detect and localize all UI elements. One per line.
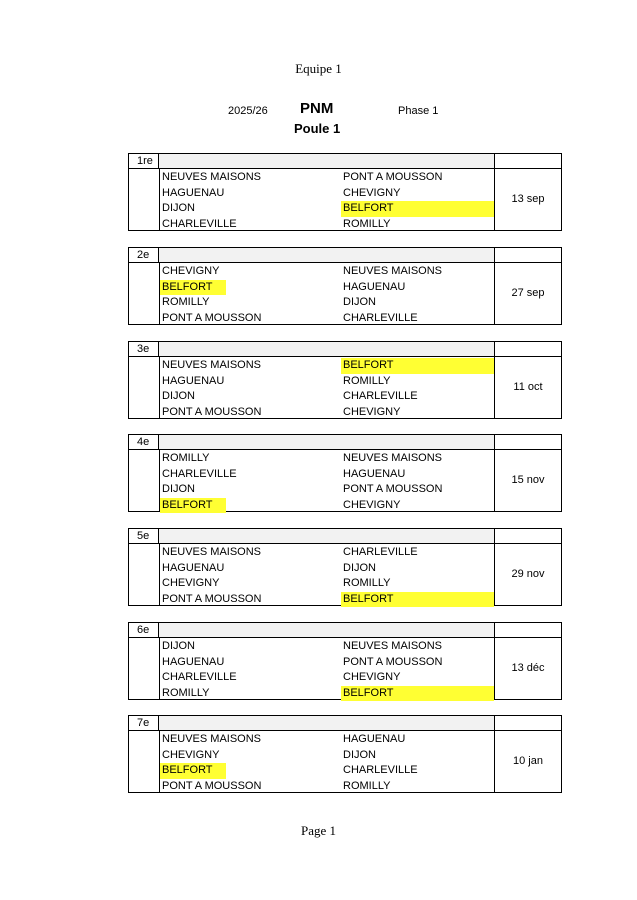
home-team: PONT A MOUSSON — [162, 779, 262, 792]
round-matches — [128, 356, 562, 419]
away-team: DIJON — [343, 296, 376, 308]
away-team: CHEVIGNY — [343, 671, 401, 683]
home-team: PONT A MOUSSON — [162, 405, 262, 418]
home-team: CHARLEVILLE — [162, 217, 237, 230]
round-date: 29 nov — [511, 568, 545, 580]
home-team: ROMILLY — [162, 296, 210, 308]
home-team: NEUVES MAISONS — [162, 546, 262, 558]
away-team: CHEVIGNY — [343, 498, 401, 511]
header-date-cell — [495, 435, 561, 449]
round-header — [128, 715, 562, 731]
poule-title: Poule 1 — [294, 121, 341, 136]
team-title: Equipe 1 — [295, 61, 342, 76]
round-label: 2e — [129, 248, 159, 262]
round-header — [128, 622, 562, 638]
home-team: CHEVIGNY — [162, 265, 220, 277]
league-title: PNM — [300, 100, 334, 117]
header-date-cell — [495, 154, 561, 168]
away-team: ROMILLY — [343, 374, 391, 387]
round-label: 5e — [129, 529, 159, 543]
home-team: BELFORT — [160, 763, 226, 779]
round-date: 11 oct — [513, 381, 543, 393]
away-team: HAGUENAU — [343, 733, 406, 745]
round-block — [128, 528, 562, 606]
home-team: BELFORT — [160, 498, 226, 514]
away-team: ROMILLY — [343, 779, 391, 792]
away-team: ROMILLY — [343, 217, 391, 230]
round-date: 13 sep — [511, 193, 545, 205]
page-number: Page 1 — [300, 823, 337, 838]
home-team: NEUVES MAISONS — [162, 733, 262, 745]
round-label: 1re — [129, 154, 159, 168]
away-team: CHEVIGNY — [343, 186, 401, 199]
away-team: NEUVES MAISONS — [343, 640, 443, 652]
round-matches — [128, 168, 562, 231]
home-team: DIJON — [162, 640, 195, 652]
header-date-cell — [495, 248, 561, 262]
away-team: BELFORT — [341, 592, 494, 608]
round-matches — [128, 543, 562, 606]
home-team: DIJON — [162, 483, 195, 495]
away-team: CHARLEVILLE — [343, 390, 418, 402]
away-team: ROMILLY — [343, 577, 391, 589]
round-label: 7e — [129, 716, 159, 730]
away-team: PONT A MOUSSON — [343, 655, 443, 668]
away-team: NEUVES MAISONS — [343, 265, 443, 277]
home-team: HAGUENAU — [162, 186, 225, 199]
away-team: CHARLEVILLE — [343, 546, 418, 558]
season-label: 2025/26 — [228, 105, 268, 117]
header-date-cell — [495, 623, 561, 637]
home-team: NEUVES MAISONS — [162, 171, 262, 183]
home-team: BELFORT — [160, 280, 226, 296]
round-block — [128, 341, 562, 419]
home-team: CHARLEVILLE — [162, 671, 237, 683]
home-team: PONT A MOUSSON — [162, 311, 262, 324]
round-header — [128, 153, 562, 169]
away-team: CHARLEVILLE — [343, 311, 418, 324]
round-date: 10 jan — [513, 755, 543, 767]
home-team: CHEVIGNY — [162, 577, 220, 589]
round-matches — [128, 730, 562, 793]
home-team: HAGUENAU — [162, 374, 225, 387]
round-block — [128, 622, 562, 700]
round-header — [128, 341, 562, 357]
home-team: DIJON — [162, 390, 195, 402]
phase-label: Phase 1 — [398, 105, 439, 117]
round-block — [128, 247, 562, 325]
away-team: DIJON — [343, 561, 376, 574]
round-header — [128, 434, 562, 450]
round-date: 15 nov — [511, 474, 545, 486]
away-team: BELFORT — [341, 358, 494, 374]
round-block — [128, 715, 562, 793]
away-team: PONT A MOUSSON — [343, 483, 443, 495]
away-team: CHARLEVILLE — [343, 764, 418, 776]
home-team: ROMILLY — [162, 686, 210, 699]
away-team: HAGUENAU — [343, 467, 406, 480]
round-matches — [128, 262, 562, 325]
home-team: NEUVES MAISONS — [162, 359, 262, 371]
away-team: HAGUENAU — [343, 280, 406, 293]
header-date-cell — [495, 529, 561, 543]
home-team: HAGUENAU — [162, 561, 225, 574]
round-matches — [128, 637, 562, 700]
home-team: CHARLEVILLE — [162, 467, 237, 480]
round-label: 6e — [129, 623, 159, 637]
round-date: 27 sep — [511, 287, 545, 299]
round-label: 4e — [129, 435, 159, 449]
home-team: HAGUENAU — [162, 655, 225, 668]
home-team: CHEVIGNY — [162, 748, 220, 761]
away-team: CHEVIGNY — [343, 405, 401, 418]
home-team: PONT A MOUSSON — [162, 592, 262, 605]
away-team: BELFORT — [341, 686, 494, 702]
round-header — [128, 247, 562, 263]
round-date: 13 déc — [511, 662, 545, 674]
header-date-cell — [495, 716, 561, 730]
home-team: DIJON — [162, 202, 195, 214]
round-block — [128, 434, 562, 512]
round-matches — [128, 449, 562, 512]
home-team: ROMILLY — [162, 452, 210, 464]
away-team: PONT A MOUSSON — [343, 171, 443, 183]
away-team: NEUVES MAISONS — [343, 452, 443, 464]
header-date-cell — [495, 342, 561, 356]
round-block — [128, 153, 562, 231]
away-team: BELFORT — [341, 201, 494, 217]
round-label: 3e — [129, 342, 159, 356]
round-header — [128, 528, 562, 544]
away-team: DIJON — [343, 748, 376, 761]
